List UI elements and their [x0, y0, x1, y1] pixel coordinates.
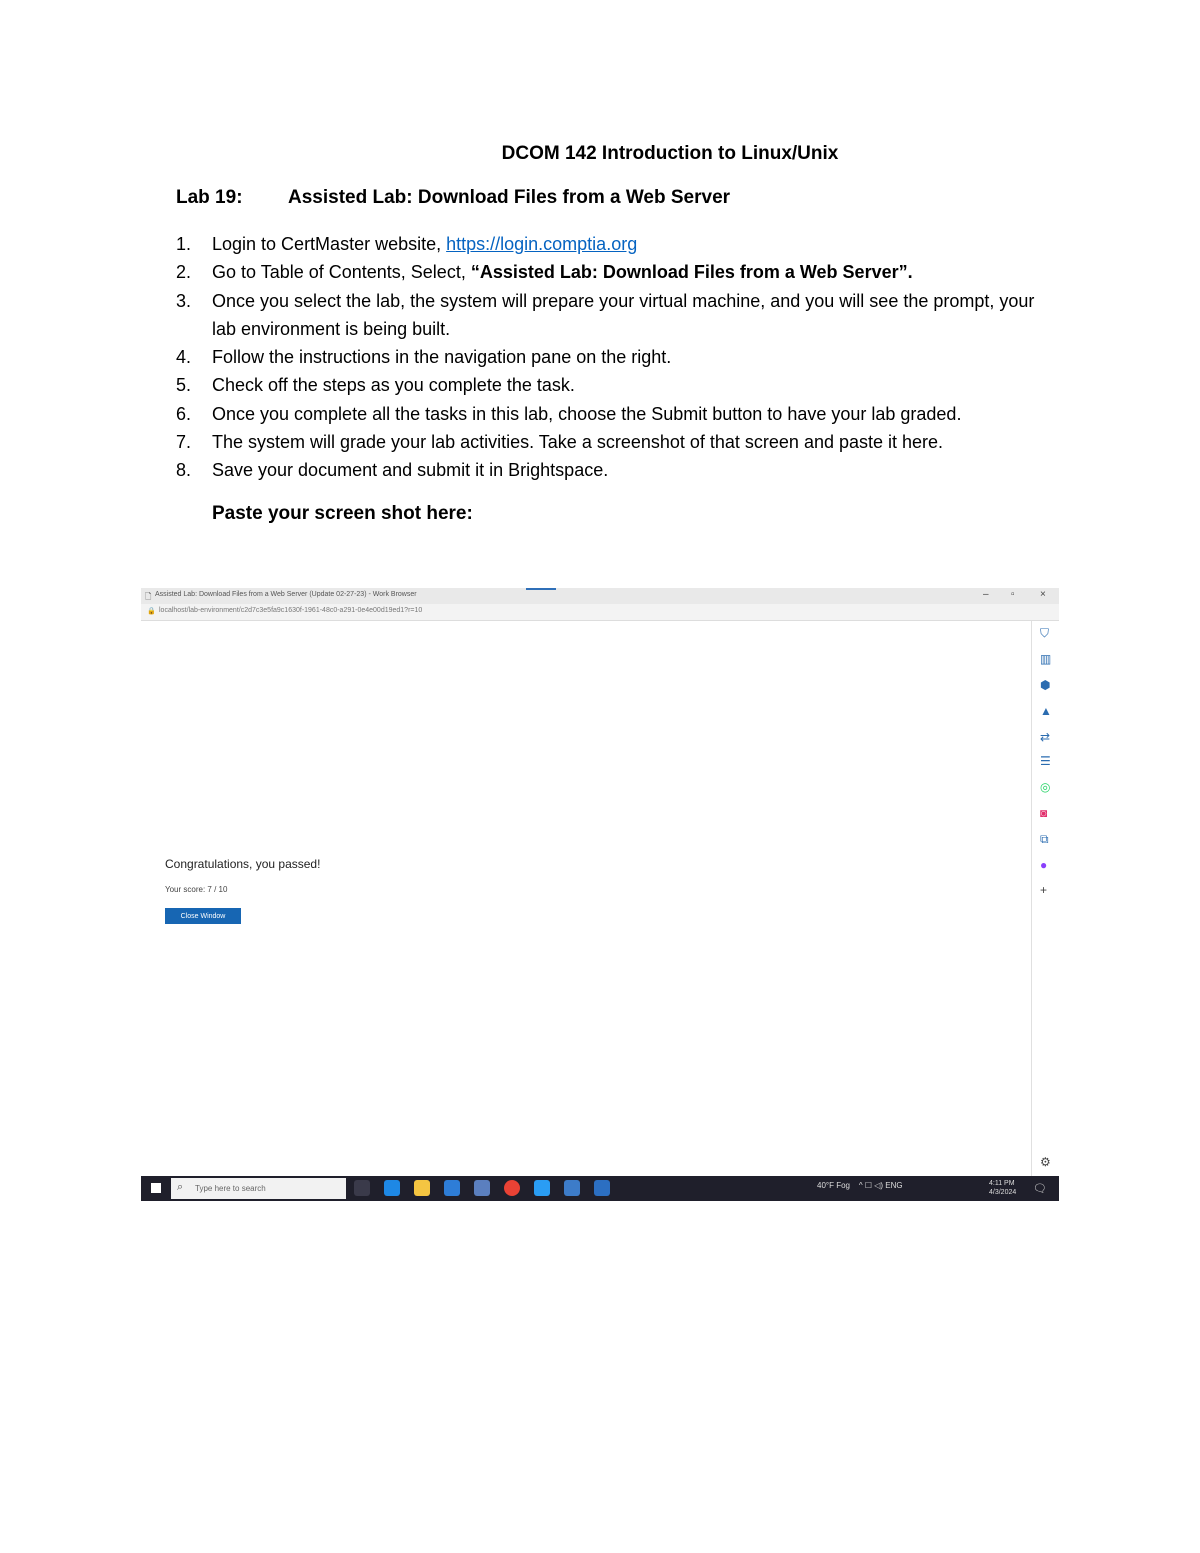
- tree-icon[interactable]: ▲: [1040, 704, 1052, 718]
- step-number: 7.: [176, 432, 192, 453]
- file-explorer-icon[interactable]: [414, 1180, 430, 1196]
- close-window-icon[interactable]: ×: [1040, 589, 1046, 600]
- list-icon[interactable]: ☰: [1040, 754, 1051, 768]
- photos-icon[interactable]: [564, 1180, 580, 1196]
- browser-titlebar: [141, 588, 1059, 604]
- clock[interactable]: [989, 1179, 1016, 1197]
- step-number: 5.: [176, 375, 192, 396]
- steps-list: [176, 230, 1056, 485]
- cube-icon[interactable]: ⬢: [1040, 678, 1051, 692]
- start-icon[interactable]: [151, 1183, 161, 1193]
- browser-sidebar: [1031, 621, 1059, 1176]
- chrome-icon[interactable]: [504, 1180, 520, 1196]
- step-text: Once you complete all the tasks in this lab, choose the Submit button to have your lab graded.: [212, 403, 962, 424]
- search-icon: ⌕: [177, 1181, 184, 1193]
- embedded-screenshot: [141, 588, 1059, 1201]
- task-view-icon[interactable]: [354, 1180, 370, 1196]
- address-bar[interactable]: [141, 604, 1059, 621]
- mail-icon[interactable]: [474, 1180, 490, 1196]
- weather-label: 40°F Fog: [817, 1181, 850, 1190]
- whatsapp-icon[interactable]: ◎: [1040, 780, 1051, 794]
- page-icon: 🗋: [145, 592, 152, 601]
- list-item: [176, 258, 1056, 286]
- search-placeholder: Type here to search: [195, 1184, 266, 1193]
- url-text: localhost/lab-environment/c2d7c3e5fa9c1630f-1961-48c0-a291-0e4e00d19ed1?r=10: [159, 607, 423, 614]
- clock-date: 4/3/2024: [989, 1189, 1017, 1196]
- lock-icon: 🔒: [147, 608, 156, 615]
- paste-label: Paste your screen shot here:: [212, 503, 473, 524]
- window-title: Assisted Lab: Download Files from a Web Server (Update 02-27-23) - Work Browser: [155, 591, 417, 598]
- list-item: [176, 400, 1056, 428]
- tray-icons[interactable]: ^ ☐ ◁) ENG: [858, 1181, 903, 1190]
- step-bold-text: “Assisted Lab: Download Files from a Web Server”.: [470, 262, 913, 283]
- gear-icon[interactable]: ⚙: [1040, 1155, 1051, 1169]
- list-item: [176, 371, 1056, 399]
- sync-icon[interactable]: ⇄: [1040, 730, 1051, 744]
- step-number: 1.: [176, 234, 192, 254]
- add-icon[interactable]: +: [1040, 883, 1048, 897]
- list-item: [176, 456, 1056, 484]
- edge-icon[interactable]: [384, 1180, 400, 1196]
- weather-text: [817, 1181, 903, 1190]
- score-text: Your score: 7 / 10: [165, 885, 228, 894]
- tab-indicator: [526, 588, 556, 590]
- step-number: 3.: [176, 290, 192, 311]
- list-item: [176, 287, 1056, 344]
- instagram-icon[interactable]: ◙: [1040, 806, 1048, 820]
- step-number: 6.: [176, 403, 192, 424]
- store-icon[interactable]: [444, 1180, 460, 1196]
- notification-icon[interactable]: 🗨: [1033, 1183, 1047, 1195]
- lab-title: Assisted Lab: Download Files from a Web Server: [288, 187, 731, 208]
- step-text: Follow the instructions in the navigation pane on the right.: [212, 347, 672, 368]
- bookmark-icon[interactable]: ⛉: [1040, 626, 1050, 640]
- minimize-button[interactable]: –: [983, 589, 989, 600]
- library-icon[interactable]: ▥: [1040, 652, 1052, 666]
- taskbar: [141, 1176, 1059, 1201]
- browser-app-icon[interactable]: [534, 1180, 550, 1196]
- course-title: DCOM 142 Introduction to Linux/Unix: [501, 143, 839, 164]
- list-item: [176, 428, 1056, 456]
- step-text: Check off the steps as you complete the task.: [212, 375, 575, 396]
- step-text: Login to CertMaster website,: [212, 234, 447, 254]
- step-text: Go to Table of Contents, Select,: [212, 262, 471, 283]
- clock-time: 4:11 PM: [989, 1180, 1015, 1187]
- step-text: The system will grade your lab activities. Take a screenshot of that screen and paste it here.: [212, 432, 944, 453]
- lab-number: Lab 19:: [176, 187, 243, 208]
- remote-desktop-icon[interactable]: [594, 1180, 610, 1196]
- step-number: 4.: [176, 347, 192, 368]
- close-window-button[interactable]: Close Window: [165, 908, 241, 924]
- step-text: Save your document and submit it in Brightspace.: [212, 460, 609, 481]
- congrats-message: Congratulations, you passed!: [165, 857, 321, 871]
- maximize-button[interactable]: ▫: [1011, 589, 1015, 600]
- step-number: 2.: [176, 262, 192, 283]
- list-item: [176, 343, 1056, 371]
- lab-heading: [176, 187, 731, 209]
- list-item: [176, 230, 1056, 258]
- step-number: 8.: [176, 460, 192, 481]
- certmaster-link[interactable]: https://login.comptia.org: [446, 234, 638, 254]
- step-text: Once you select the lab, the system will prepare your virtual machine, and you will see the prompt, your lab environment is being built.: [212, 290, 1035, 339]
- messenger-icon[interactable]: ●: [1040, 858, 1048, 872]
- translate-icon[interactable]: ⧉: [1040, 832, 1049, 846]
- taskbar-search[interactable]: [171, 1178, 346, 1199]
